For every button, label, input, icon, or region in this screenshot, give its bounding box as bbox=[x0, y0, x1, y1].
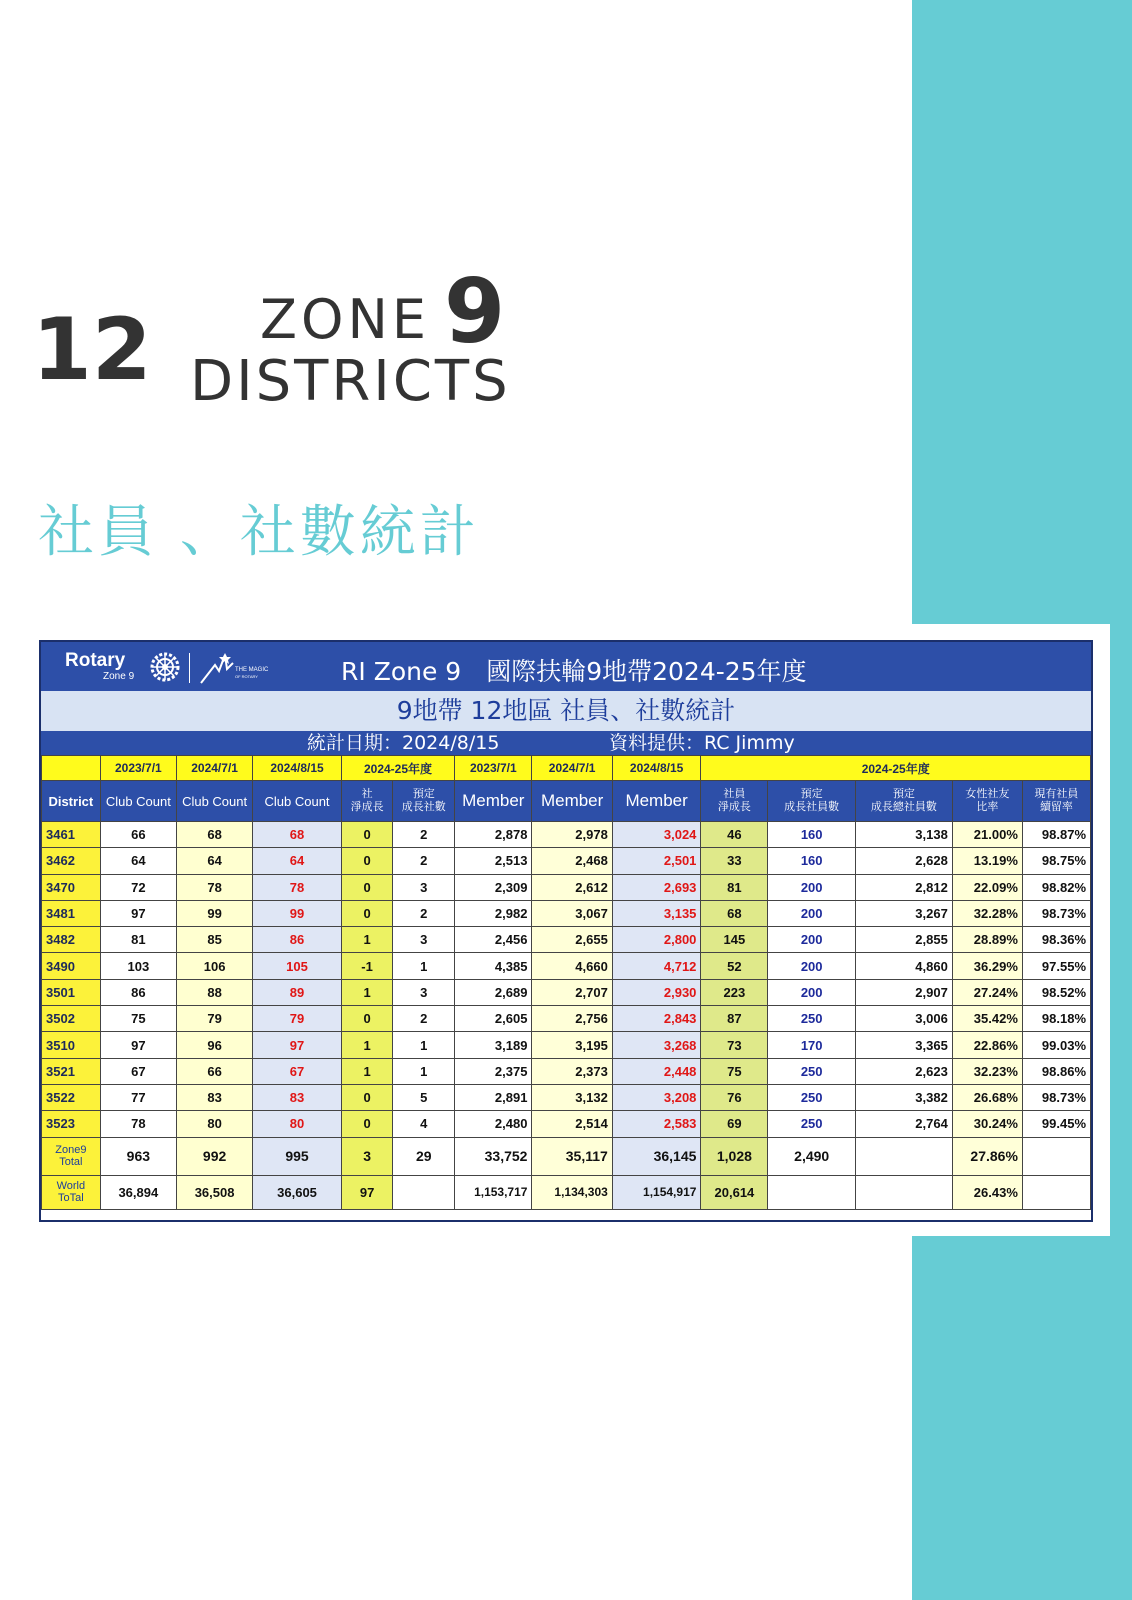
table-row bbox=[42, 1006, 1091, 1032]
table-cell: 3,132 bbox=[532, 1084, 612, 1110]
table-cell: 35.42% bbox=[952, 1006, 1022, 1032]
table-cell bbox=[855, 1137, 952, 1175]
table-cell: 2,490 bbox=[768, 1137, 856, 1175]
table-cell: 0 bbox=[341, 822, 393, 848]
table-cell: 250 bbox=[768, 1006, 856, 1032]
table-cell: 67 bbox=[253, 1058, 342, 1084]
column-header-club-count: Club Count bbox=[176, 781, 252, 822]
table-cell: 4,860 bbox=[855, 953, 952, 979]
table-cell: 97 bbox=[253, 1032, 342, 1058]
table-cell: 21.00% bbox=[952, 822, 1022, 848]
table-cell: 1 bbox=[341, 979, 393, 1005]
table-cell: 2,855 bbox=[855, 927, 952, 953]
table-cell: 0 bbox=[341, 848, 393, 874]
table-cell: 2,456 bbox=[455, 927, 532, 953]
table-cell: 170 bbox=[768, 1032, 856, 1058]
table-cell: 2,612 bbox=[532, 874, 612, 900]
table-cell: 2,605 bbox=[455, 1006, 532, 1032]
table-cell: 3,067 bbox=[532, 900, 612, 926]
table-cell: 250 bbox=[768, 1058, 856, 1084]
data-source: 資料提供：RC Jimmy bbox=[609, 732, 795, 754]
table-cell: 78 bbox=[253, 874, 342, 900]
table-cell bbox=[768, 1175, 856, 1209]
table-cell: 76 bbox=[701, 1084, 768, 1110]
table-cell: 98.73% bbox=[1022, 900, 1090, 926]
year-header: 2024/8/15 bbox=[253, 756, 342, 781]
column-header-club-count: Club Count bbox=[253, 781, 342, 822]
table-cell: 98.52% bbox=[1022, 979, 1090, 1005]
table-cell: 5 bbox=[393, 1084, 455, 1110]
column-header-club-count: Club Count bbox=[100, 781, 176, 822]
table-title: RI Zone 9 國際扶輪9地帶2024-25年度 bbox=[341, 657, 807, 686]
header-line: 成長總社員數 bbox=[870, 801, 937, 813]
table-cell: 3,189 bbox=[455, 1032, 532, 1058]
header-line: 社 bbox=[361, 788, 373, 800]
table-cell: 2,468 bbox=[532, 848, 612, 874]
table-cell: 78 bbox=[176, 874, 252, 900]
table-cell: 79 bbox=[176, 1006, 252, 1032]
column-header-row bbox=[42, 781, 1091, 822]
table-cell: 103 bbox=[100, 953, 176, 979]
header-line: 淨成長 bbox=[717, 801, 751, 813]
table-cell: 83 bbox=[253, 1084, 342, 1110]
header-line: 社員 bbox=[723, 788, 746, 800]
table-cell: 2,764 bbox=[855, 1111, 952, 1137]
table-cell: 1 bbox=[393, 1058, 455, 1084]
label-line: ToTal bbox=[58, 1192, 84, 1205]
table-cell: 72 bbox=[100, 874, 176, 900]
logo-separator bbox=[189, 653, 190, 683]
table-cell: 13.19% bbox=[952, 848, 1022, 874]
table-cell: 68 bbox=[701, 900, 768, 926]
table-cell: 0 bbox=[341, 1084, 393, 1110]
table-cell: 64 bbox=[253, 848, 342, 874]
table-cell: 2,514 bbox=[532, 1111, 612, 1137]
zone-label bbox=[260, 260, 506, 363]
table-cell: 80 bbox=[176, 1111, 252, 1137]
table-cell: 3,267 bbox=[855, 900, 952, 926]
table-cell: 2,623 bbox=[855, 1058, 952, 1084]
table-cell: 2,655 bbox=[532, 927, 612, 953]
table-cell: 97 bbox=[100, 1032, 176, 1058]
table-cell: 105 bbox=[253, 953, 342, 979]
table-cell: 83 bbox=[176, 1084, 252, 1110]
table-cell: 27.86% bbox=[952, 1137, 1022, 1175]
table-cell: 2,982 bbox=[455, 900, 532, 926]
zone-number: 9 bbox=[444, 260, 506, 363]
column-header-member: Member bbox=[612, 781, 701, 822]
districts-count: 12 bbox=[32, 300, 152, 400]
page-title bbox=[32, 262, 592, 422]
table-cell: 98.87% bbox=[1022, 822, 1090, 848]
year-header: 2024/7/1 bbox=[176, 756, 252, 781]
world-total-row bbox=[42, 1175, 1091, 1209]
table-cell: 106 bbox=[176, 953, 252, 979]
table-cell: 46 bbox=[701, 822, 768, 848]
table-cell: 2,843 bbox=[612, 1006, 701, 1032]
table-cell: 3,006 bbox=[855, 1006, 952, 1032]
table-cell: 1,153,717 bbox=[455, 1175, 532, 1209]
column-header-district: District bbox=[42, 781, 101, 822]
table-cell: 1 bbox=[393, 1032, 455, 1058]
table-cell: 69 bbox=[701, 1111, 768, 1137]
table-cell: 1,154,917 bbox=[612, 1175, 701, 1209]
year-header: 2023/7/1 bbox=[455, 756, 532, 781]
column-header-club-net-growth bbox=[341, 781, 393, 822]
page-subtitle: 社員 、社數統計 bbox=[38, 500, 480, 565]
label-line: Zone9 bbox=[55, 1144, 87, 1157]
district-number: 3482 bbox=[42, 927, 101, 953]
header-line: 預定 bbox=[892, 788, 915, 800]
district-number: 3510 bbox=[42, 1032, 101, 1058]
table-cell: 88 bbox=[176, 979, 252, 1005]
table-title-bar bbox=[41, 642, 1091, 691]
table-cell: 87 bbox=[701, 1006, 768, 1032]
table-cell: 2,448 bbox=[612, 1058, 701, 1084]
table-cell: 33,752 bbox=[455, 1137, 532, 1175]
table-cell: 33 bbox=[701, 848, 768, 874]
table-cell: 1 bbox=[341, 1058, 393, 1084]
table-cell: 26.68% bbox=[952, 1084, 1022, 1110]
membership-table bbox=[41, 755, 1091, 1210]
table-cell: 3,138 bbox=[855, 822, 952, 848]
table-cell: 3 bbox=[393, 927, 455, 953]
rotary-logo-zone: Zone 9 bbox=[103, 671, 135, 682]
table-cell: 52 bbox=[701, 953, 768, 979]
table-cell: 96 bbox=[176, 1032, 252, 1058]
table-cell: 99 bbox=[253, 900, 342, 926]
table-cell: 98.18% bbox=[1022, 1006, 1090, 1032]
table-cell: 30.24% bbox=[952, 1111, 1022, 1137]
table-row bbox=[42, 900, 1091, 926]
table-cell: 78 bbox=[100, 1111, 176, 1137]
table-cell: 3 bbox=[393, 979, 455, 1005]
zone-word: ZONE bbox=[260, 288, 431, 351]
column-header-member: Member bbox=[455, 781, 532, 822]
table-cell: 0 bbox=[341, 900, 393, 926]
table-cell: 79 bbox=[253, 1006, 342, 1032]
table-cell: 67 bbox=[100, 1058, 176, 1084]
table-cell: 160 bbox=[768, 822, 856, 848]
table-cell: 1 bbox=[341, 927, 393, 953]
district-number: 3521 bbox=[42, 1058, 101, 1084]
table-body bbox=[42, 822, 1091, 1210]
table-cell: 4 bbox=[393, 1111, 455, 1137]
header-line: 成長社員數 bbox=[784, 801, 840, 813]
table-cell: 36.29% bbox=[952, 953, 1022, 979]
table-cell: 36,605 bbox=[253, 1175, 342, 1209]
table-cell: 3 bbox=[393, 874, 455, 900]
table-row bbox=[42, 927, 1091, 953]
table-cell: 64 bbox=[100, 848, 176, 874]
table-cell: 1,134,303 bbox=[532, 1175, 612, 1209]
table-row bbox=[42, 822, 1091, 848]
table-cell: 35,117 bbox=[532, 1137, 612, 1175]
table-cell: 22.09% bbox=[952, 874, 1022, 900]
header-line: 預定 bbox=[412, 788, 435, 800]
year-header: 2024-25年度 bbox=[701, 756, 1091, 781]
table-cell: 3,268 bbox=[612, 1032, 701, 1058]
table-cell: 2 bbox=[393, 900, 455, 926]
table-cell: 0 bbox=[341, 1111, 393, 1137]
table-cell: 4,660 bbox=[532, 953, 612, 979]
column-header-member-net-growth bbox=[701, 781, 768, 822]
zone-total-label bbox=[42, 1137, 101, 1175]
table-cell: 97.55% bbox=[1022, 953, 1090, 979]
table-cell: 0 bbox=[341, 874, 393, 900]
year-header: 2023/7/1 bbox=[100, 756, 176, 781]
table-cell: 3,208 bbox=[612, 1084, 701, 1110]
table-cell: 2 bbox=[393, 848, 455, 874]
table-row bbox=[42, 848, 1091, 874]
table-cell: 32.28% bbox=[952, 900, 1022, 926]
table-cell: 2,891 bbox=[455, 1084, 532, 1110]
year-header: 2024-25年度 bbox=[341, 756, 454, 781]
table-cell: 81 bbox=[701, 874, 768, 900]
table-cell: 98.86% bbox=[1022, 1058, 1090, 1084]
district-number: 3522 bbox=[42, 1084, 101, 1110]
zone-total-row bbox=[42, 1137, 1091, 1175]
district-number: 3462 bbox=[42, 848, 101, 874]
table-cell: 75 bbox=[100, 1006, 176, 1032]
table-cell: 97 bbox=[341, 1175, 393, 1209]
table-cell: 85 bbox=[176, 927, 252, 953]
header-line: 女性社友 bbox=[965, 788, 1010, 800]
table-cell: 2,373 bbox=[532, 1058, 612, 1084]
table-cell: 2,878 bbox=[455, 822, 532, 848]
table-cell: -1 bbox=[341, 953, 393, 979]
district-number: 3470 bbox=[42, 874, 101, 900]
table-info-bar bbox=[41, 731, 1091, 755]
world-total-label bbox=[42, 1175, 101, 1209]
header-line: 預定 bbox=[800, 788, 823, 800]
table-row bbox=[42, 953, 1091, 979]
table-cell: 64 bbox=[176, 848, 252, 874]
table-cell: 99.03% bbox=[1022, 1032, 1090, 1058]
table-cell: 2,375 bbox=[455, 1058, 532, 1084]
table-cell: 223 bbox=[701, 979, 768, 1005]
table-cell: 995 bbox=[253, 1137, 342, 1175]
table-cell: 992 bbox=[176, 1137, 252, 1175]
column-header-member: Member bbox=[532, 781, 612, 822]
table-cell: 75 bbox=[701, 1058, 768, 1084]
header-line: 現有社員 bbox=[1034, 788, 1079, 800]
table-cell: 2,309 bbox=[455, 874, 532, 900]
table-cell: 66 bbox=[176, 1058, 252, 1084]
column-header-female-ratio bbox=[952, 781, 1022, 822]
label-line: World bbox=[56, 1180, 86, 1193]
table-cell: 99.45% bbox=[1022, 1111, 1090, 1137]
district-number: 3501 bbox=[42, 979, 101, 1005]
table-row bbox=[42, 979, 1091, 1005]
table-cell: 98.73% bbox=[1022, 1084, 1090, 1110]
table-cell: 2 bbox=[393, 1006, 455, 1032]
table-cell: 250 bbox=[768, 1084, 856, 1110]
table-subtitle: 9地帶 12地區 社員、社數統計 bbox=[41, 691, 1091, 731]
table-cell: 89 bbox=[253, 979, 342, 1005]
table-cell: 160 bbox=[768, 848, 856, 874]
table-cell: 200 bbox=[768, 979, 856, 1005]
districts-word: DISTRICTS bbox=[190, 349, 511, 414]
table-cell: 2,583 bbox=[612, 1111, 701, 1137]
table-cell: 3 bbox=[341, 1137, 393, 1175]
rotary-wheel-icon bbox=[149, 651, 181, 683]
table-cell: 3,365 bbox=[855, 1032, 952, 1058]
table-row bbox=[42, 1084, 1091, 1110]
table-cell: 2,480 bbox=[455, 1111, 532, 1137]
table-cell: 28.89% bbox=[952, 927, 1022, 953]
table-cell: 2 bbox=[393, 822, 455, 848]
label-line: Total bbox=[59, 1156, 83, 1169]
table-cell: 3,382 bbox=[855, 1084, 952, 1110]
header-line: 淨成長 bbox=[350, 801, 384, 813]
table-cell: 22.86% bbox=[952, 1032, 1022, 1058]
table-cell bbox=[855, 1175, 952, 1209]
table-cell: 2,501 bbox=[612, 848, 701, 874]
table-cell: 29 bbox=[393, 1137, 455, 1175]
table-cell: 20,614 bbox=[701, 1175, 768, 1209]
table-cell: 2,800 bbox=[612, 927, 701, 953]
table-cell: 36,894 bbox=[100, 1175, 176, 1209]
table-cell: 98.82% bbox=[1022, 874, 1090, 900]
table-cell bbox=[1022, 1137, 1090, 1175]
table-cell: 2,689 bbox=[455, 979, 532, 1005]
table-cell: 145 bbox=[701, 927, 768, 953]
table-cell: 200 bbox=[768, 874, 856, 900]
district-number: 3461 bbox=[42, 822, 101, 848]
table-cell: 2,907 bbox=[855, 979, 952, 1005]
table-cell: 66 bbox=[100, 822, 176, 848]
table-cell: 963 bbox=[100, 1137, 176, 1175]
table-row bbox=[42, 1058, 1091, 1084]
year-header-row bbox=[42, 756, 1091, 781]
table-cell: 4,385 bbox=[455, 953, 532, 979]
column-header-planned-clubs bbox=[393, 781, 455, 822]
table-cell: 98.36% bbox=[1022, 927, 1090, 953]
district-number: 3523 bbox=[42, 1111, 101, 1137]
header-line: 成長社數 bbox=[401, 801, 446, 813]
table-cell: 200 bbox=[768, 953, 856, 979]
table-cell: 27.24% bbox=[952, 979, 1022, 1005]
table-cell: 1 bbox=[341, 1032, 393, 1058]
table-cell: 86 bbox=[100, 979, 176, 1005]
rotary-logo bbox=[59, 649, 279, 687]
magic-logo-line2: OF ROTARY bbox=[235, 674, 258, 679]
table-cell: 36,508 bbox=[176, 1175, 252, 1209]
statistics-table-image bbox=[39, 640, 1093, 1222]
table-cell: 81 bbox=[100, 927, 176, 953]
table-cell: 0 bbox=[341, 1006, 393, 1032]
year-header: 2024/7/1 bbox=[532, 756, 612, 781]
year-header: 2024/8/15 bbox=[612, 756, 701, 781]
table-cell: 250 bbox=[768, 1111, 856, 1137]
header-line: 續留率 bbox=[1039, 801, 1073, 813]
table-row bbox=[42, 1032, 1091, 1058]
column-header-retention-rate bbox=[1022, 781, 1090, 822]
table-cell: 32.23% bbox=[952, 1058, 1022, 1084]
table-cell: 2,707 bbox=[532, 979, 612, 1005]
column-header-planned-total-members bbox=[855, 781, 952, 822]
table-cell: 2,628 bbox=[855, 848, 952, 874]
header-line: 比率 bbox=[976, 801, 999, 813]
table-cell: 86 bbox=[253, 927, 342, 953]
table-cell: 2,513 bbox=[455, 848, 532, 874]
year-header-blank bbox=[42, 756, 101, 781]
table-cell: 1 bbox=[393, 953, 455, 979]
table-cell: 2,693 bbox=[612, 874, 701, 900]
district-number: 3502 bbox=[42, 1006, 101, 1032]
magic-of-rotary-logo bbox=[197, 651, 277, 685]
table-cell: 77 bbox=[100, 1084, 176, 1110]
table-cell: 2,812 bbox=[855, 874, 952, 900]
table-cell: 99 bbox=[176, 900, 252, 926]
magic-logo-line1: THE MAGIC bbox=[235, 667, 269, 673]
table-cell: 2,978 bbox=[532, 822, 612, 848]
table-cell: 80 bbox=[253, 1111, 342, 1137]
table-cell bbox=[393, 1175, 455, 1209]
table-cell: 2,930 bbox=[612, 979, 701, 1005]
district-number: 3490 bbox=[42, 953, 101, 979]
table-cell: 97 bbox=[100, 900, 176, 926]
table-cell: 3,135 bbox=[612, 900, 701, 926]
table-cell: 2,756 bbox=[532, 1006, 612, 1032]
table-cell: 68 bbox=[176, 822, 252, 848]
table-cell: 68 bbox=[253, 822, 342, 848]
table-cell: 200 bbox=[768, 927, 856, 953]
table-cell: 200 bbox=[768, 900, 856, 926]
table-cell: 98.75% bbox=[1022, 848, 1090, 874]
table-cell: 3,195 bbox=[532, 1032, 612, 1058]
table-row bbox=[42, 874, 1091, 900]
table-cell bbox=[1022, 1175, 1090, 1209]
table-cell: 26.43% bbox=[952, 1175, 1022, 1209]
table-cell: 73 bbox=[701, 1032, 768, 1058]
table-row bbox=[42, 1111, 1091, 1137]
statistics-date: 統計日期：2024/8/15 bbox=[307, 732, 500, 754]
district-number: 3481 bbox=[42, 900, 101, 926]
rotary-logo-text: Rotary bbox=[65, 650, 126, 671]
table-cell: 1,028 bbox=[701, 1137, 768, 1175]
table-cell: 36,145 bbox=[612, 1137, 701, 1175]
table-cell: 4,712 bbox=[612, 953, 701, 979]
table-cell: 3,024 bbox=[612, 822, 701, 848]
column-header-planned-members bbox=[768, 781, 856, 822]
